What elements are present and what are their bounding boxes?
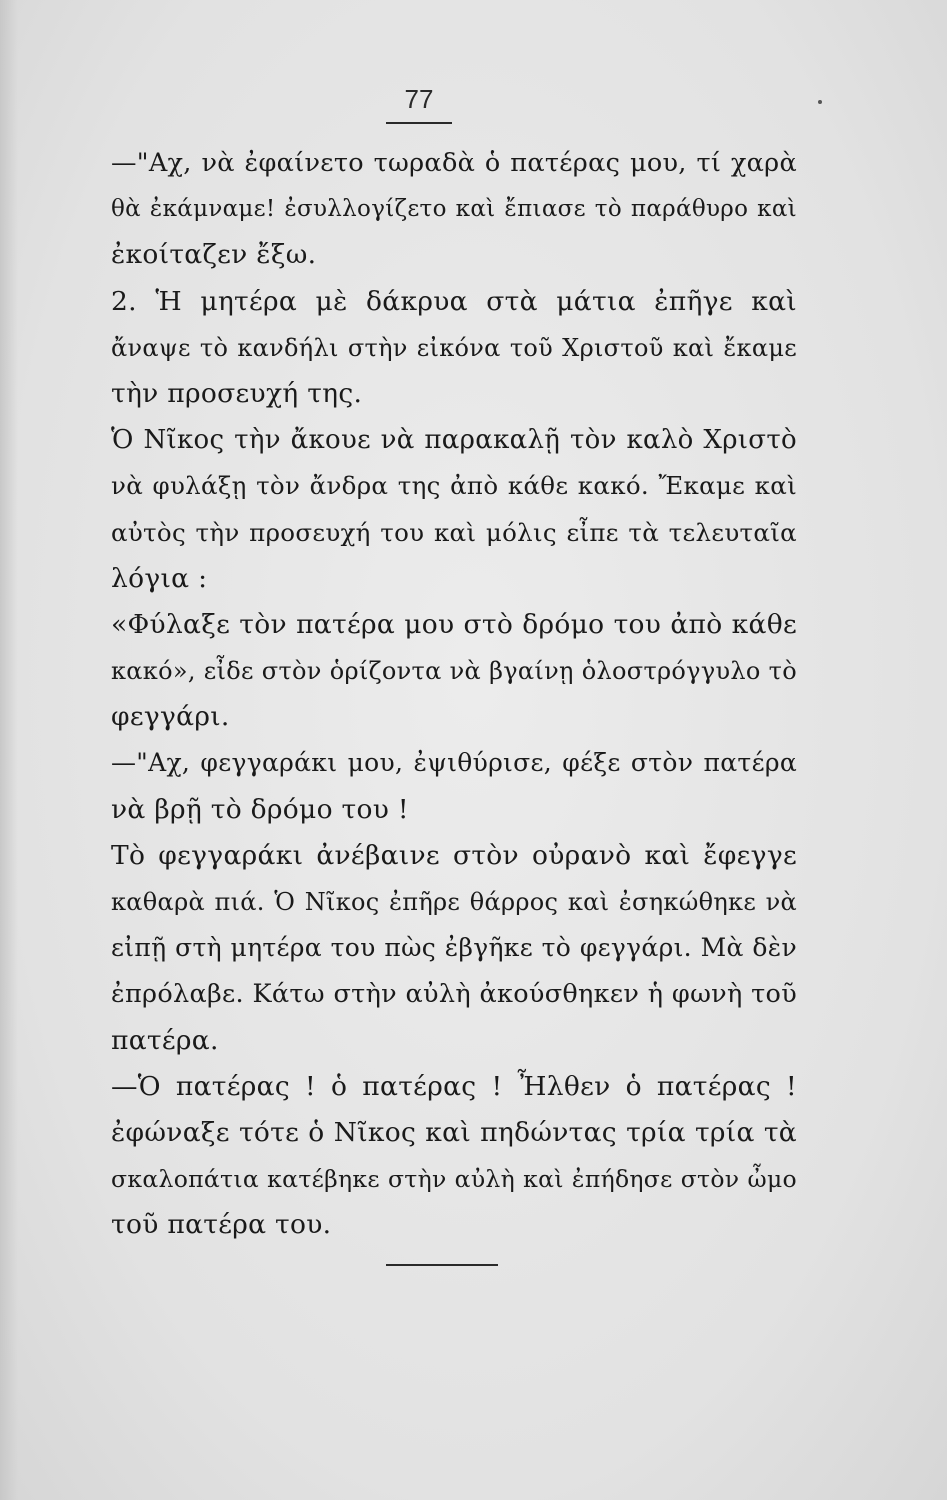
text-line: κακό», εἶδε στὸν ὁρίζοντα νὰ βγαίνῃ ὁλοστρόγγυλο τὸ xyxy=(111,657,797,686)
text-line: αὐτὸς τὴν προσευχή του καὶ μόλις εἶπε τὰ τελευταῖα xyxy=(111,517,797,547)
end-of-section-rule xyxy=(386,1264,498,1266)
paper-speck xyxy=(818,100,822,104)
text-line: ἐκοίταζεν ἔξω. xyxy=(111,239,317,271)
page-number: 77 xyxy=(404,84,434,114)
text-line: ἐφώναξε τότε ὁ Νῖκος καὶ πηδώντας τρία τρία τὰ xyxy=(111,1116,797,1148)
text-line: τοῦ πατέρα του. xyxy=(111,1209,332,1241)
text-line: λόγια : xyxy=(111,562,208,594)
text-line: ἐπρόλαβε. Κάτω στὴν αὐλὴ ἀκούσθηκεν ἡ φωνὴ τοῦ xyxy=(111,979,797,1010)
text-line: νὰ βρῇ τὸ δρόμο του ! xyxy=(111,793,409,825)
text-line: νὰ φυλάξῃ τὸν ἄνδρα της ἀπὸ κάθε κακό. Ἔκαμε καὶ xyxy=(111,471,797,501)
text-line: τὴν προσευχή της. xyxy=(111,377,363,409)
text-line: εἰπῇ στὴ μητέρα του πὼς ἐβγῆκε τὸ φεγγάρι. Μὰ δὲν xyxy=(111,933,797,963)
body-text xyxy=(111,140,797,1249)
text-line: 2. Ἡ μητέρα μὲ δάκρυα στὰ μάτια ἐπῆγε καὶ xyxy=(111,285,797,317)
text-line: Τὸ φεγγαράκι ἀνέβαινε στὸν οὐρανὸ καὶ ἔφεγγε xyxy=(111,839,797,871)
page-number-underline xyxy=(386,122,452,124)
text-line: σκαλοπάτια κατέβηκε στὴν αὐλὴ καὶ ἐπήδησε στὸν ὦμο xyxy=(111,1165,797,1194)
text-line: καθαρὰ πιά. Ὁ Νῖκος ἐπῆρε θάρρος καὶ ἐσηκώθηκε νὰ xyxy=(111,888,797,916)
text-line: —Ὁ πατέρας ! ὁ πατέρας ! Ἦλθεν ὁ πατέρας ! xyxy=(111,1070,797,1102)
text-line: Ὁ Νῖκος τὴν ἄκουε νὰ παρακαλῇ τὸν καλὸ Χριστὸ xyxy=(111,425,797,456)
text-line: «Φύλαξε τὸν πατέρα μου στὸ δρόμο του ἀπὸ κάθε xyxy=(111,608,797,640)
text-line: ἄναψε τὸ κανδήλι στὴν εἰκόνα τοῦ Χριστοῦ καὶ ἔκαμε xyxy=(111,333,797,362)
text-line: —"Αχ, νὰ ἐφαίνετο τωραδὰ ὁ πατέρας μου, τί χαρὰ xyxy=(111,148,797,178)
text-line: θὰ ἐκάμναμε! ἐσυλλογίζετο καὶ ἔπιασε τὸ παράθυρο καὶ xyxy=(111,196,797,223)
binding-edge-shadow xyxy=(0,0,18,1500)
text-line: πατέρα. xyxy=(111,1024,219,1056)
text-line: —"Αχ, φεγγαράκι μου, ἐψιθύρισε, φέξε στὸν πατέρα xyxy=(111,748,797,778)
text-line: φεγγάρι. xyxy=(111,701,230,733)
